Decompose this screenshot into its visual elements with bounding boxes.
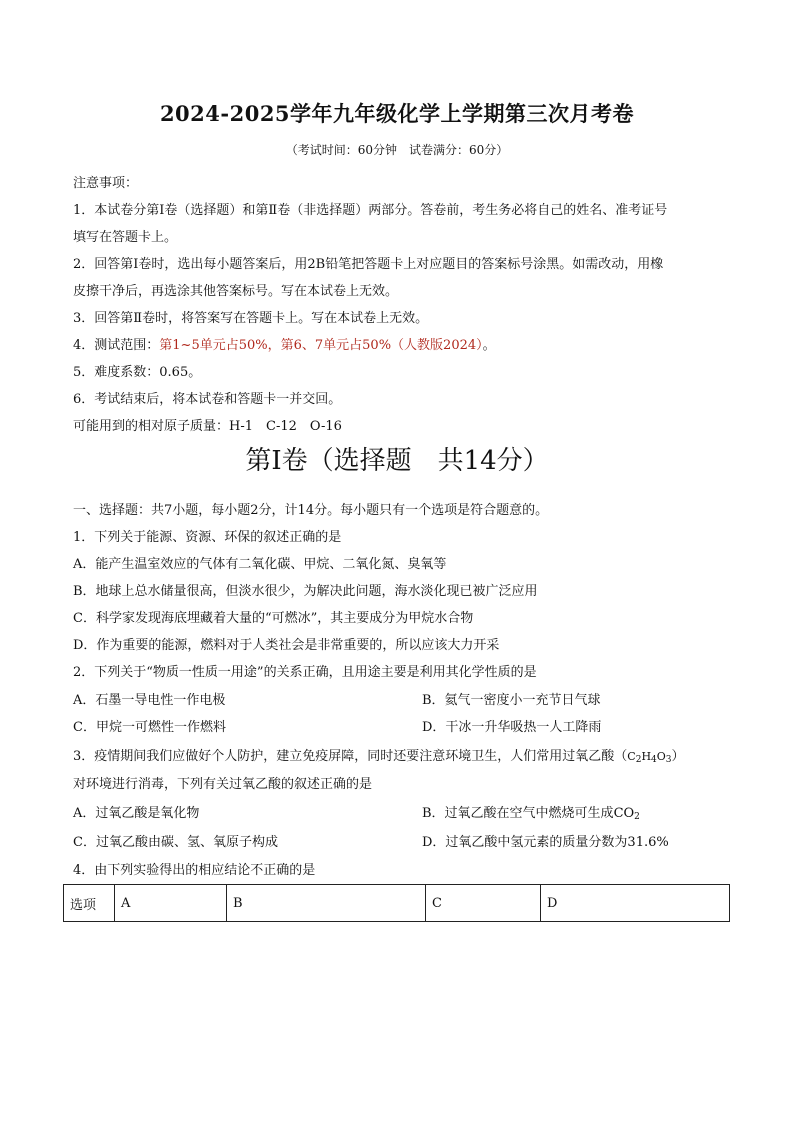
q4-table xyxy=(63,884,730,922)
q3-option-b-text: B．过氧乙酸在空气中燃烧可生成 xyxy=(422,806,614,821)
note-3: 3．回答第Ⅱ卷时，将答案写在答题卡上。写在本试卷上无效。 xyxy=(73,311,429,326)
q3-option-a: A．过氧乙酸是氧化物 xyxy=(73,806,200,821)
formula-h: H xyxy=(641,750,652,763)
table-cell-b: B xyxy=(227,885,426,922)
table-cell-a: A xyxy=(115,885,227,922)
q2-option-c: C．甲烷一可燃性一作燃料 xyxy=(73,720,226,735)
q3-option-b-formula-sub: 2 xyxy=(634,812,640,822)
q2-option-a: A．石墨一导电性一作电极 xyxy=(73,693,226,708)
note-4-end: 。 xyxy=(482,338,496,353)
q2-option-d: D．干冰一升华吸热一人工降雨 xyxy=(422,720,602,735)
q3-option-b-formula: CO xyxy=(613,806,635,821)
q1-option-a: A．能产生温室效应的气体有二氧化碳、甲烷、二氧化氮、臭氧等 xyxy=(73,557,447,572)
q3-option-c: C．过氧乙酸由碳、氢、氧原子构成 xyxy=(73,835,278,850)
table-cell-option: 选项 xyxy=(64,885,115,922)
note-2-line-1: 2．回答第Ⅰ卷时，选出每小题答案后，用2B铅笔把答题卡上对应题目的答案标号涂黑。如需改动，用橡 xyxy=(73,257,664,272)
note-1-line-2: 填写在答题卡上。 xyxy=(73,230,178,245)
section-title: 第Ⅰ卷（选择题 共14分） xyxy=(245,446,549,476)
note-1-line-1: 1．本试卷分第Ⅰ卷（选择题）和第Ⅱ卷（非选择题）两部分。答卷前，考生务必将自己的姓名、准考证号 xyxy=(73,203,668,218)
q2-row-2 xyxy=(73,716,733,735)
q2-stem: 2．下列关于“物质一性质一用途”的关系正确，且用途主要是利用其化学性质的是 xyxy=(73,665,537,680)
q2-row-1 xyxy=(73,689,733,708)
q3-stem-line-2: 对环境进行消毒，下列有关过氧乙酸的叙述正确的是 xyxy=(73,777,373,792)
q2-option-b: B．氦气一密度小一充节日气球 xyxy=(422,693,601,708)
exam-subtitle: （考试时间：60分钟 试卷满分：60分） xyxy=(285,143,509,157)
q1-option-d: D．作为重要的能源，燃料对于人类社会是非常重要的，所以应该大力开采 xyxy=(73,638,500,653)
note-6: 6．考试结束后，将本试卷和答题卡一并交回。 xyxy=(73,392,342,407)
formula-o-sub: 3 xyxy=(665,755,672,765)
q4-stem: 4．由下列实验得出的相应结论不正确的是 xyxy=(73,863,316,878)
table-row xyxy=(64,885,730,922)
formula-c-sub: 2 xyxy=(635,755,642,765)
note-5: 5．难度系数：0.65。 xyxy=(73,365,202,380)
q3-stem-line-1 xyxy=(73,745,733,765)
q1-option-c: C．科学家发现海底埋藏着大量的“可燃冰”，其主要成分为甲烷水合物 xyxy=(73,611,474,626)
note-2-line-2: 皮擦干净后，再选涂其他答案标号。写在本试卷上无效。 xyxy=(73,284,399,299)
q3-option-b xyxy=(422,802,640,822)
q3-stem-text: 3．疫情期间我们应做好个人防护，建立免疫屏障，同时还要注意环境卫生，人们常用过氧乙酸（ xyxy=(73,749,628,764)
table-cell-c: C xyxy=(426,885,541,922)
q3-row-1 xyxy=(73,802,733,821)
q3-formula xyxy=(627,750,671,763)
atomic-mass: 可能用到的相对原子质量：H-1 C-12 O-16 xyxy=(73,419,342,434)
q3-option-d: D．过氧乙酸中氢元素的质量分数为31.6% xyxy=(422,835,669,850)
choice-instructions: 一、选择题：共7小题，每小题2分，计14分。每小题只有一个选项是符合题意的。 xyxy=(73,503,549,518)
notes-heading: 注意事项： xyxy=(73,176,139,191)
formula-h-sub: 4 xyxy=(651,755,657,765)
q3-stem-close: ） xyxy=(671,749,685,764)
formula-c: C xyxy=(627,750,636,763)
q3-row-2 xyxy=(73,831,733,850)
q1-option-b: B．地球上总水储量很高，但淡水很少，为解决此问题，海水淡化现已被广泛应用 xyxy=(73,584,538,599)
formula-o: O xyxy=(656,750,666,763)
table-cell-d: D xyxy=(541,885,730,922)
note-4-range: 第1~5单元占50%，第6、7单元占50%（人教版2024） xyxy=(159,338,483,353)
note-4 xyxy=(73,334,733,353)
exam-title: 2024-2025学年九年级化学上学期第三次月考卷 xyxy=(159,101,635,126)
note-4-prefix: 4．测试范围： xyxy=(73,338,160,353)
q1-stem: 1．下列关于能源、资源、环保的叙述正确的是 xyxy=(73,530,342,545)
